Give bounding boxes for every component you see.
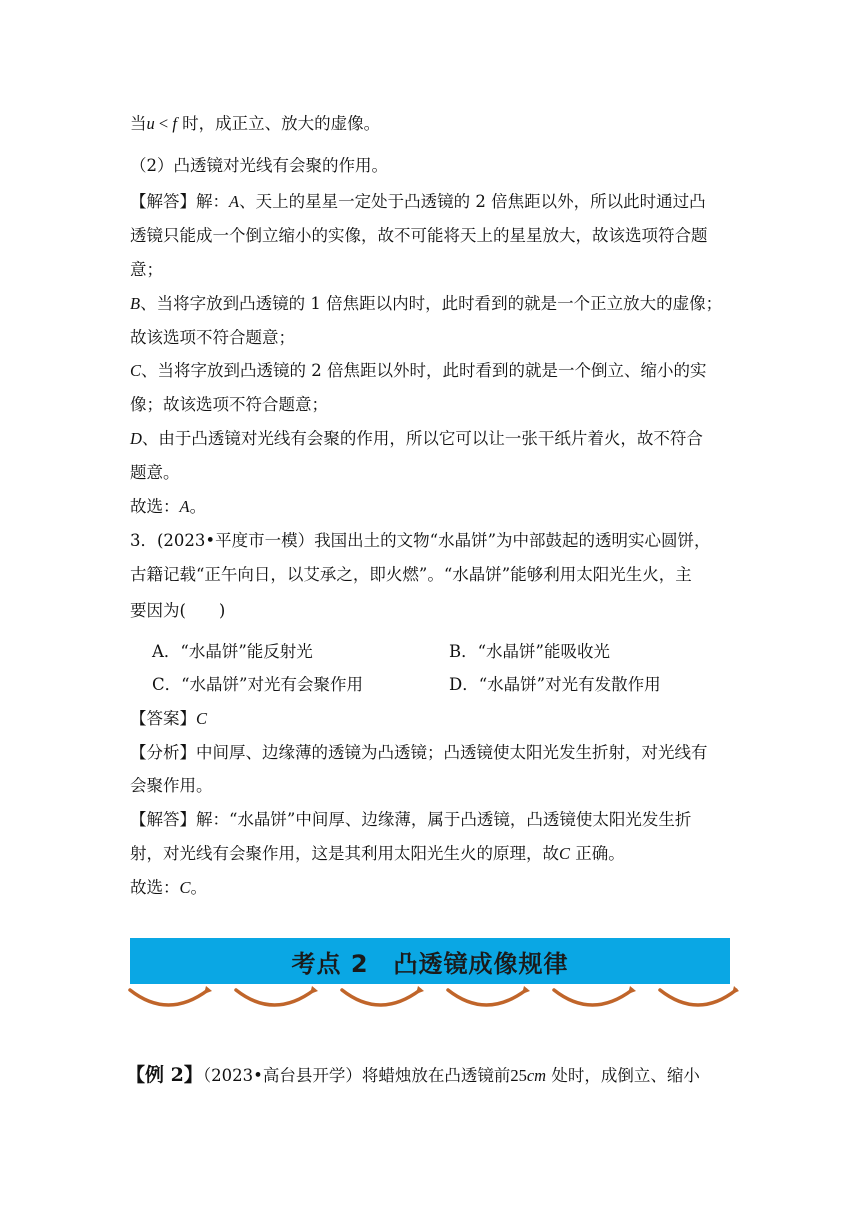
answer-label: 【答案】 [130,709,196,728]
option-d: D．“水晶饼”对光有发散作用 [449,675,661,694]
text: （2023•高台县开学）将蜡烛放在凸透镜前 [202,1066,511,1085]
text-line [130,113,380,135]
unit: cm [526,1066,547,1085]
text: 、天上的星星一定处于凸透镜的 2 倍焦距以外，所以此时通过凸 [239,192,706,211]
section-title: 考点 2 凸透镜成像规律 [291,949,569,978]
text: 当 [130,114,147,133]
text: 故选： [130,878,180,897]
text: 处时，成倒立、缩小 [546,1066,700,1085]
answer-letter: C [196,709,208,728]
arc-decoration [130,990,208,1005]
arc-decoration [342,990,420,1005]
text-line: 意； [130,260,163,279]
option-letter: A [229,192,240,211]
text: 时，成正立、放大的虚像。 [176,114,381,133]
question-stem: 3．(2023•平度市一模）我国出土的文物“水晶饼”为中部鼓起的透明实心圆饼， [130,531,711,550]
text-line: 故该选项不符合题意； [130,328,295,347]
example-line [126,1064,700,1087]
answer-label: 【解答】解： [130,192,229,211]
text: 、当将字放到凸透镜的 2 倍焦距以外时，此时看到的就是一个倒立、缩小的实 [141,361,707,380]
example-label: 【例 2】 [126,1064,203,1086]
text: 、由于凸透镜对光线有会聚的作用，所以它可以让一张干纸片着火，故不符合 [141,429,703,448]
arc-decoration [236,990,314,1005]
text-line: 透镜只能成一个倒立缩小的实像，故不可能将天上的星星放大，故该选项符合题 [130,226,708,245]
answer-letter: C [559,844,571,863]
text: 故选： [130,497,180,516]
option-b: B．“水晶饼”能吸收光 [449,642,610,661]
text-line [130,496,206,518]
text: 。 [190,878,208,897]
solution-line: 【解答】解：“水晶饼”中间厚、边缘薄，属于凸透镜，凸透镜使太阳光发生折 [130,810,692,829]
text: 。 [189,497,207,516]
option-letter: C [130,361,142,380]
text-line [130,428,703,450]
text-line: （2）凸透镜对光线有会聚的作用。 [130,156,388,175]
answer-line [130,708,207,730]
text-line [130,360,707,382]
text-line: 题意。 [130,463,180,482]
question-stem: 古籍记载“正午向日，以艾承之，即火燃”。“水晶饼”能够利用太阳光生火，主 [130,565,692,584]
text: 射，对光线有会聚作用，这是其利用太阳光生火的原理，故 [130,844,559,863]
question-stem: 要因为( ) [130,601,226,620]
math-var: u [146,114,155,133]
arc-decoration [660,990,736,1005]
number: 25 [510,1066,527,1085]
arc-decoration [448,990,526,1005]
analysis-line: 会聚作用。 [130,776,213,795]
solution-line [130,843,625,865]
analysis-line: 【分析】中间厚、边缘薄的透镜为凸透镜；凸透镜使太阳光发生折射，对光线有 [130,743,708,762]
text-line [130,191,706,213]
text-line: 像；故该选项不符合题意； [130,395,328,414]
math-var: f [172,114,177,133]
option-a: A．“水晶饼”能反射光 [152,642,313,661]
section-banner [130,938,730,984]
text: 正确。 [570,844,625,863]
answer-letter: C [179,878,191,897]
option-letter: B [130,294,141,313]
decorative-arcs [128,984,740,1014]
option-letter: D [130,429,142,448]
arc-decoration [554,990,632,1005]
option-c: C．“水晶饼”对光有会聚作用 [152,675,363,694]
text-line [130,293,722,315]
answer-letter: A [179,497,190,516]
math-op: < [154,114,173,133]
text: 、当将字放到凸透镜的 1 倍焦距以内时，此时看到的就是一个正立放大的虚像； [140,294,723,313]
text-line [130,877,207,899]
